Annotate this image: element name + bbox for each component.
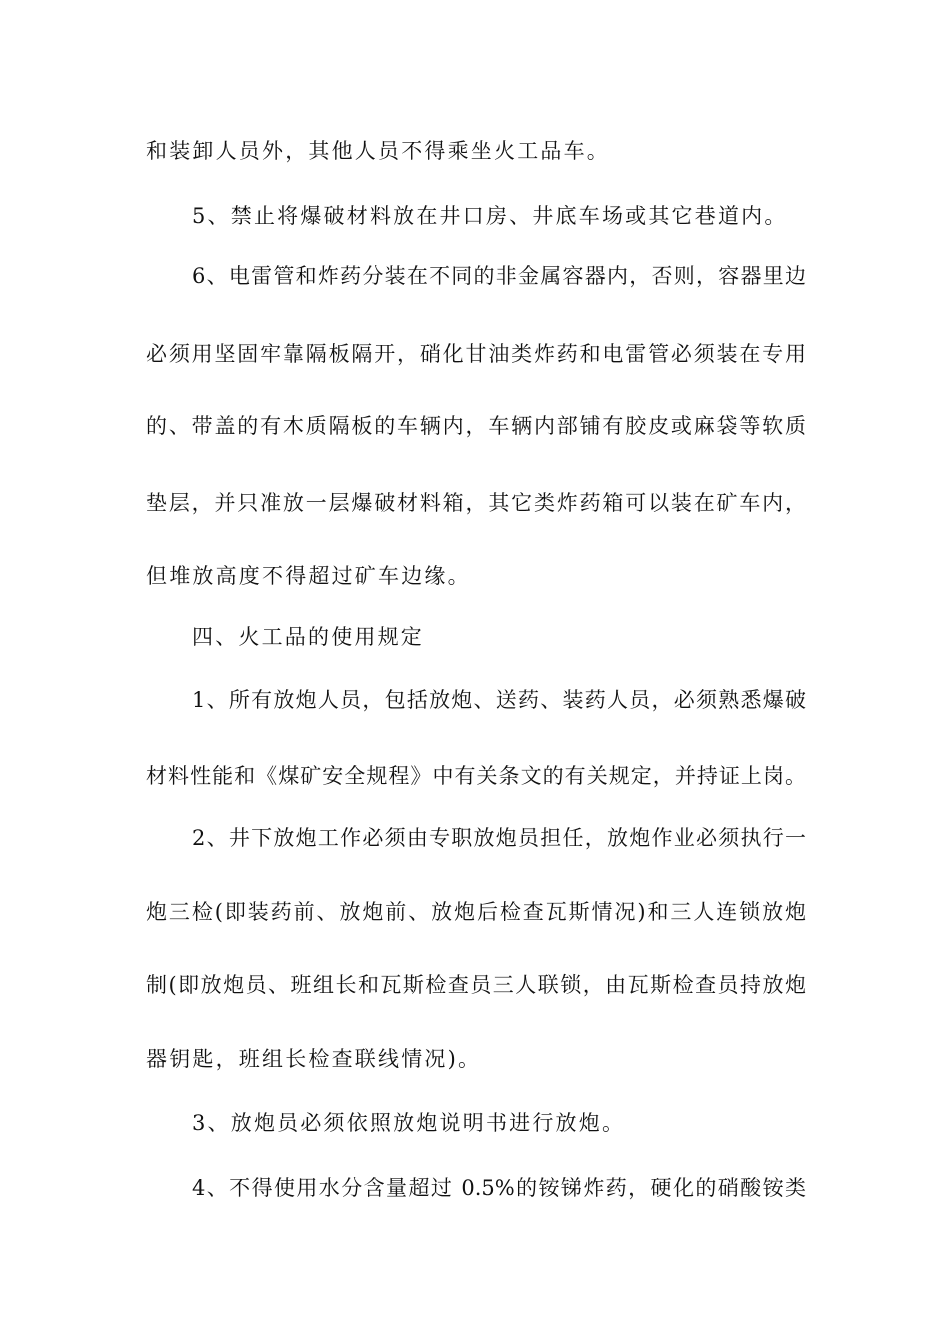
text-line-1: 和装卸人员外，其他人员不得乘坐火工品车。 bbox=[146, 139, 610, 163]
text-line-2: 5、禁止将爆破材料放在井口房、井底车场或其它巷道内。 bbox=[192, 204, 788, 228]
text-line-11: 2、井下放炮工作必须由专职放炮员担任，放炮作业必须执行一 bbox=[192, 826, 806, 850]
text-line-14: 器钥匙，班组长检查联线情况)。 bbox=[146, 1047, 482, 1071]
text-line-12: 炮三检(即装药前、放炮前、放炮后检查瓦斯情况)和三人连锁放炮 bbox=[146, 900, 806, 924]
text-line-7: 但堆放高度不得超过矿车边缘。 bbox=[146, 564, 471, 588]
text-line-16: 4、不得使用水分含量超过 0.5%的铵锑炸药，硬化的硝酸铵类 bbox=[192, 1176, 806, 1200]
text-line-5: 的、带盖的有木质隔板的车辆内，车辆内部铺有胶皮或麻袋等软质 bbox=[146, 414, 806, 438]
text-line-15: 3、放炮员必须依照放炮说明书进行放炮。 bbox=[192, 1111, 626, 1135]
text-line-13: 制(即放炮员、班组长和瓦斯检查员三人联锁，由瓦斯检查员持放炮 bbox=[146, 973, 806, 997]
section-heading: 四、火工品的使用规定 bbox=[192, 625, 424, 649]
text-line-6: 垫层，并只准放一层爆破材料箱，其它类炸药箱可以装在矿车内， bbox=[146, 491, 806, 515]
text-line-9: 1、所有放炮人员，包括放炮、送药、装药人员，必须熟悉爆破 bbox=[192, 688, 806, 712]
text-line-4: 必须用坚固牢靠隔板隔开，硝化甘油类炸药和电雷管必须装在专用 bbox=[146, 342, 806, 366]
text-line-3: 6、电雷管和炸药分装在不同的非金属容器内，否则，容器里边 bbox=[192, 264, 806, 288]
text-line-10: 材料性能和《煤矿安全规程》中有关条文的有关规定，并持证上岗。 bbox=[146, 764, 806, 788]
